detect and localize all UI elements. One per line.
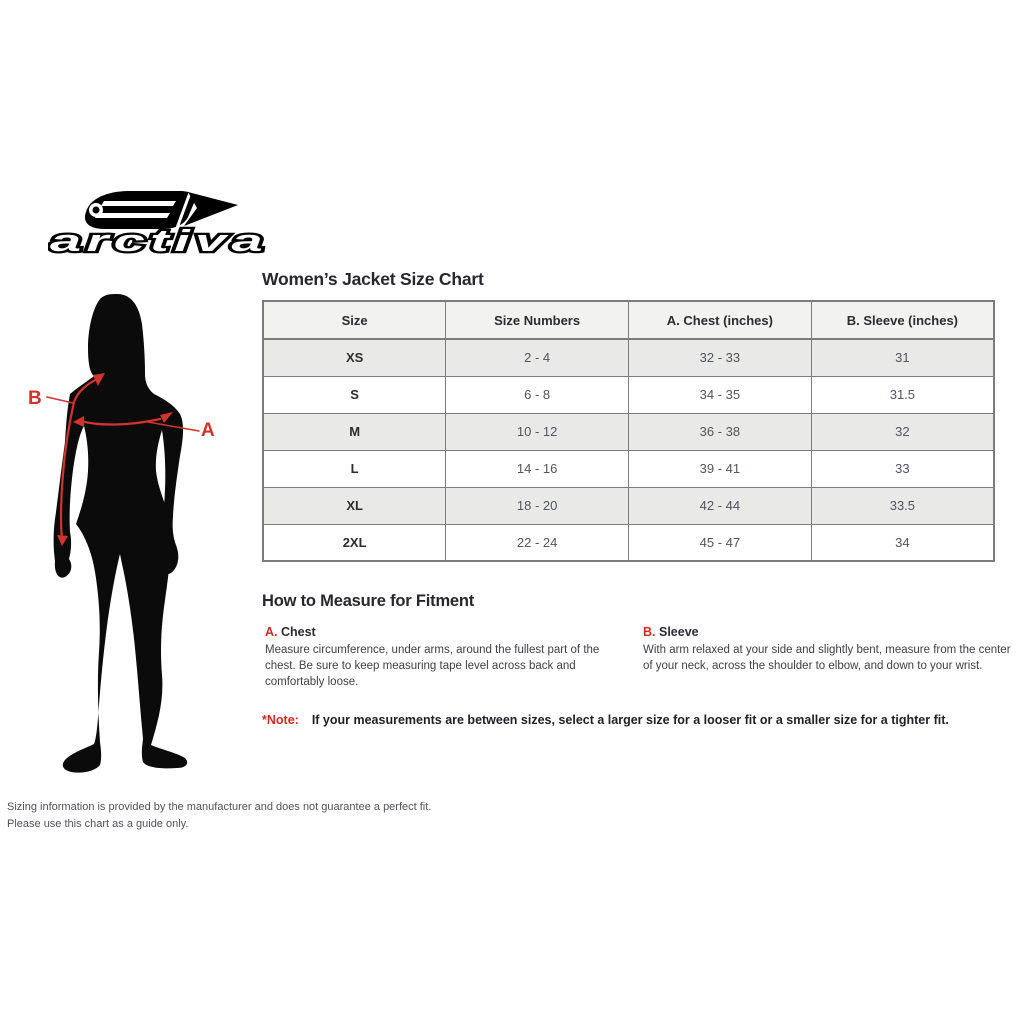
- measure-item-sleeve: [643, 625, 1013, 674]
- measure-name-sleeve: Sleeve: [658, 625, 699, 639]
- measure-item-sleeve-heading: [643, 625, 1013, 639]
- cell-chest: 39 - 41: [629, 450, 812, 487]
- measure-section-heading: How to Measure for Fitment: [262, 592, 475, 610]
- table-row: [263, 524, 994, 561]
- measure-key-a: A.: [265, 625, 278, 639]
- cell-size: 2XL: [263, 524, 446, 561]
- logo-stripe-bottom: [95, 213, 170, 218]
- label-a: A: [201, 420, 215, 441]
- table-row: [263, 487, 994, 524]
- cell-size: M: [263, 413, 446, 450]
- label-b: B: [28, 388, 42, 409]
- cell-size: XL: [263, 487, 446, 524]
- measure-item-chest: [265, 625, 625, 690]
- measurement-figure: [0, 280, 250, 800]
- logo-stripe-top: [101, 201, 176, 206]
- note-text: If your measurements are between sizes, select a larger size for a looser fit or a smaller size for a tighter fit.: [311, 713, 949, 727]
- disclaimer-line-2: Please use this chart as a guide only.: [7, 817, 189, 830]
- logo-wordmark: arctiva: [50, 223, 268, 258]
- cell-size-numbers: 2 - 4: [446, 339, 629, 376]
- page-title: Women’s Jacket Size Chart: [262, 269, 484, 289]
- table-row: [263, 376, 994, 413]
- table-row: [263, 339, 994, 376]
- cell-size: S: [263, 376, 446, 413]
- cell-sleeve: 33.5: [811, 487, 994, 524]
- cell-size: XS: [263, 339, 446, 376]
- size-chart-table: [262, 300, 995, 562]
- cell-sleeve: 31.5: [811, 376, 994, 413]
- cell-size-numbers: 14 - 16: [446, 450, 629, 487]
- header-cell-size-numbers: Size Numbers: [446, 301, 629, 339]
- table-row: [263, 450, 994, 487]
- table-header-row: [263, 301, 994, 339]
- woman-silhouette: [54, 294, 188, 773]
- cell-size-numbers: 6 - 8: [446, 376, 629, 413]
- measure-key-b: B.: [643, 625, 656, 639]
- measure-text-sleeve: With arm relaxed at your side and slightly bent, measure from the center of your neck, across the shoulder to elbow, and down to your wrist.: [643, 644, 1011, 673]
- cell-size-numbers: 18 - 20: [446, 487, 629, 524]
- table-row: [263, 413, 994, 450]
- header-cell-chest: A. Chest (inches): [629, 301, 812, 339]
- cell-chest: 34 - 35: [629, 376, 812, 413]
- cell-sleeve: 34: [811, 524, 994, 561]
- cell-size-numbers: 10 - 12: [446, 413, 629, 450]
- sizing-note: [262, 713, 949, 727]
- cell-chest: 36 - 38: [629, 413, 812, 450]
- header-cell-sleeve: B. Sleeve (inches): [811, 301, 994, 339]
- measure-item-chest-heading: [265, 625, 625, 639]
- cell-chest: 32 - 33: [629, 339, 812, 376]
- logo-arrow-icon: [184, 192, 238, 226]
- disclaimer: [7, 799, 431, 832]
- cell-size: L: [263, 450, 446, 487]
- cell-sleeve: 33: [811, 450, 994, 487]
- cell-size-numbers: 22 - 24: [446, 524, 629, 561]
- cell-sleeve: 32: [811, 413, 994, 450]
- arctiva-logo: [48, 183, 278, 258]
- header-cell-size: Size: [263, 301, 446, 339]
- note-label: *Note:: [262, 713, 299, 727]
- cell-chest: 42 - 44: [629, 487, 812, 524]
- measure-text-chest: Measure circumference, under arms, around the fullest part of the chest. Be sure to keep measuring tape level across back and comfortably loose.: [265, 644, 600, 689]
- cell-sleeve: 31: [811, 339, 994, 376]
- logo-a-dot: [93, 207, 100, 214]
- cell-chest: 45 - 47: [629, 524, 812, 561]
- measure-name-chest: Chest: [280, 625, 316, 639]
- disclaimer-line-1: Sizing information is provided by the manufacturer and does not guarantee a perfect fit.: [7, 801, 432, 813]
